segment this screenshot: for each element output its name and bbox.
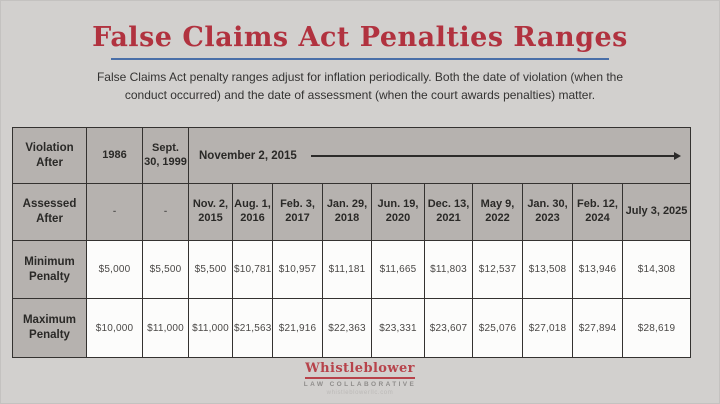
min-penalty-cell: $11,665: [372, 241, 425, 299]
table-row-minimum-penalty: [13, 241, 691, 299]
min-penalty-cell: $5,500: [143, 241, 189, 299]
max-penalty-cell: $21,916: [273, 299, 323, 358]
assessed-cell: July 3, 2025: [623, 184, 691, 241]
max-penalty-cell: $10,000: [87, 299, 143, 358]
table-row-maximum-penalty: [13, 299, 691, 358]
brand-name: Whistleblower: [305, 362, 415, 379]
max-penalty-cell: $25,076: [473, 299, 523, 358]
assessed-cell: Jan. 30, 2023: [523, 184, 573, 241]
assessed-cell: -: [143, 184, 189, 241]
violation-header-2015-span: [189, 128, 691, 184]
brand-subtitle: LAW COLLABORATIVE: [303, 381, 417, 389]
max-penalty-cell: $21,563: [233, 299, 273, 358]
min-penalty-cell: $10,781: [233, 241, 273, 299]
violation-header-2015-label: November 2, 2015: [199, 149, 297, 162]
min-penalty-cell: $11,181: [323, 241, 372, 299]
page-subtitle: False Claims Act penalty ranges adjust for inflation periodically. Both the date of violation (when the conduct occurred) and the date of assessment (when the court awards penalties) matter.: [96, 70, 624, 102]
max-penalty-cell: $11,000: [189, 299, 233, 358]
brand-website: whistleblowerllc.com: [326, 390, 394, 397]
min-penalty-cell: $13,508: [523, 241, 573, 299]
min-penalty-cell: $5,000: [87, 241, 143, 299]
max-penalty-cell: $27,894: [573, 299, 623, 358]
table-row-assessed: [13, 184, 691, 241]
assessed-cell: Jan. 29, 2018: [323, 184, 372, 241]
table-row-violation: [13, 128, 691, 184]
assessed-cell: Feb. 12, 2024: [573, 184, 623, 241]
assessed-cell: Jun. 19, 2020: [372, 184, 425, 241]
min-penalty-cell: $11,803: [425, 241, 473, 299]
max-penalty-cell: $11,000: [143, 299, 189, 358]
max-penalty-cell: $22,363: [323, 299, 372, 358]
min-penalty-cell: $14,308: [623, 241, 691, 299]
max-penalty-cell: $23,607: [425, 299, 473, 358]
min-penalty-cell: $5,500: [189, 241, 233, 299]
penalties-table: [12, 127, 691, 358]
timeline-right-arrow-icon: [311, 155, 679, 157]
page-title: False Claims Act Penalties Ranges: [92, 22, 628, 53]
assessed-cell: Feb. 3, 2017: [273, 184, 323, 241]
row-label-maximum-penalty: Maximum Penalty: [13, 299, 87, 358]
assessed-cell: Nov. 2, 2015: [189, 184, 233, 241]
assessed-cell: -: [87, 184, 143, 241]
assessed-cell: May 9, 2022: [473, 184, 523, 241]
title-underline: [111, 58, 609, 60]
brand-logo: [0, 362, 720, 396]
row-label-violation-after: Violation After: [13, 128, 87, 184]
assessed-cell: Dec. 13, 2021: [425, 184, 473, 241]
violation-header-1986: 1986: [87, 128, 143, 184]
violation-header-1999: Sept. 30, 1999: [143, 128, 189, 184]
assessed-cell: Aug. 1, 2016: [233, 184, 273, 241]
row-label-assessed-after: Assessed After: [13, 184, 87, 241]
min-penalty-cell: $12,537: [473, 241, 523, 299]
min-penalty-cell: $10,957: [273, 241, 323, 299]
max-penalty-cell: $27,018: [523, 299, 573, 358]
row-label-minimum-penalty: Minimum Penalty: [13, 241, 87, 299]
min-penalty-cell: $13,946: [573, 241, 623, 299]
max-penalty-cell: $23,331: [372, 299, 425, 358]
max-penalty-cell: $28,619: [623, 299, 691, 358]
